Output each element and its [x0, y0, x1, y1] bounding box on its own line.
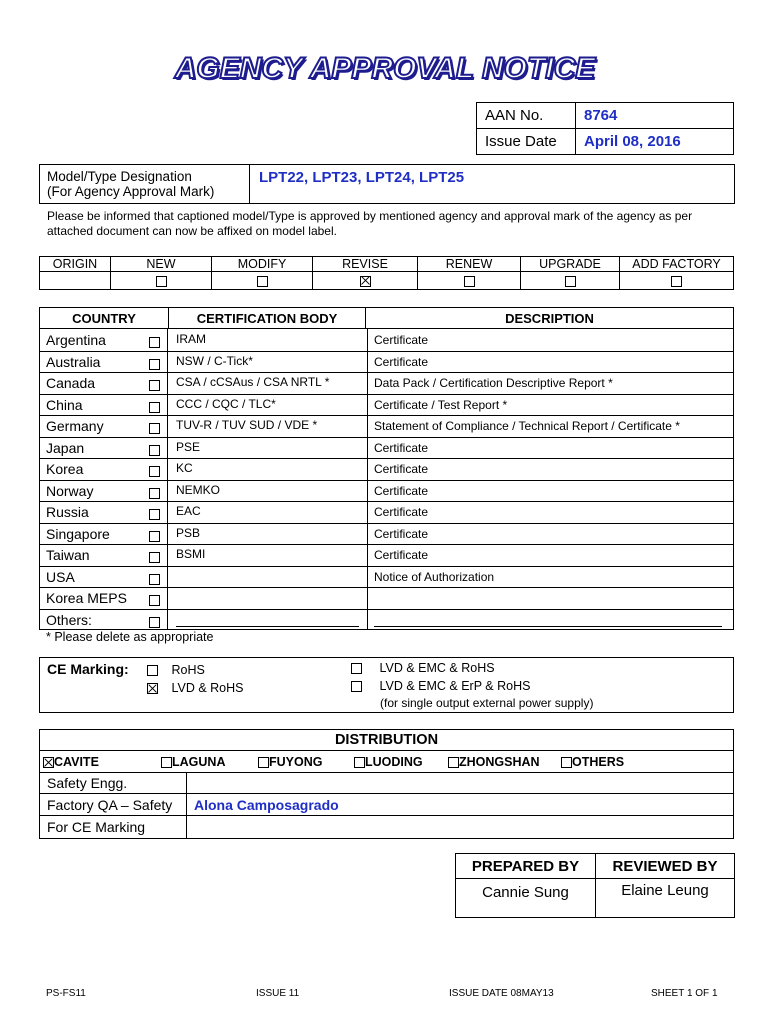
country-name: Canada — [46, 375, 96, 391]
country-name: Russia — [46, 504, 89, 520]
table-row — [39, 394, 734, 416]
country-checkbox[interactable] — [149, 423, 160, 434]
checkbox-add-factory[interactable] — [671, 276, 682, 287]
model-value: LPT22, LPT23, LPT24, LPT25 — [259, 169, 465, 186]
country-checkbox[interactable] — [149, 402, 160, 413]
country-checkbox[interactable] — [149, 445, 160, 456]
status-table — [39, 256, 734, 290]
ce-lvd-emc-rohs-label: LVD & EMC & RoHS — [379, 661, 495, 675]
table-row — [39, 480, 734, 502]
status-col-renew: RENEW — [418, 257, 521, 272]
dist-row-safety-label: Safety Engg. — [47, 775, 128, 791]
site-others-checkbox[interactable] — [561, 757, 572, 768]
site-zhongshan-label: ZHONGSHAN — [459, 755, 540, 769]
reviewed-by-name: Elaine Leung — [596, 879, 735, 918]
certification-description: Certificate — [374, 526, 429, 541]
certification-body: PSB — [176, 525, 201, 540]
country-name: Argentina — [46, 332, 106, 348]
site-luoding-label: LUODING — [365, 755, 423, 769]
country-name: Norway — [46, 482, 94, 499]
checkbox-renew[interactable] — [464, 276, 475, 287]
status-col-upgrade: UPGRADE — [521, 257, 620, 272]
ce-lvd-emc-rohs-checkbox[interactable] — [351, 663, 362, 674]
country-checkbox[interactable] — [149, 337, 160, 348]
table-row — [39, 458, 734, 480]
country-name: Korea MEPS — [46, 590, 127, 606]
aan-no-label: AAN No. — [477, 103, 576, 129]
country-name: China — [46, 396, 83, 413]
signoff-table — [455, 853, 735, 918]
model-label-1: Model/Type Designation — [47, 169, 192, 184]
footer-issue-date: ISSUE DATE 08MAY13 — [449, 988, 554, 999]
certification-description: Certificate — [374, 440, 429, 455]
certification-description: Data Pack / Certification Descriptive Report * — [374, 376, 613, 390]
footer-form-number: PS-FS11 — [46, 988, 86, 999]
table-row — [39, 415, 734, 437]
country-name: Australia — [46, 353, 101, 370]
certification-body: EAC — [176, 504, 201, 518]
country-name: Singapore — [46, 525, 110, 542]
country-checkbox[interactable] — [149, 380, 160, 391]
site-laguna-checkbox[interactable] — [161, 757, 172, 768]
country-checkbox[interactable] — [149, 531, 160, 542]
checkbox-upgrade[interactable] — [565, 276, 576, 287]
certification-description: Certificate — [374, 354, 429, 369]
country-name: USA — [46, 568, 75, 585]
header-certification-body: CERTIFICATION BODY — [169, 308, 366, 329]
country-name: Germany — [46, 418, 104, 434]
document-title — [0, 52, 770, 86]
site-luoding-checkbox[interactable] — [354, 757, 365, 768]
issue-date-label: Issue Date — [477, 129, 576, 155]
header-country: COUNTRY — [40, 308, 169, 329]
country-checkbox[interactable] — [149, 466, 160, 477]
ce-rohs-label: RoHS — [171, 663, 205, 677]
document-title-text: AGENCY APPROVAL NOTICE — [174, 52, 596, 85]
status-col-add-factory: ADD FACTORY — [620, 257, 734, 272]
certification-body: IRAM — [176, 332, 206, 346]
footnote: * Please delete as appropriate — [46, 630, 214, 644]
country-checkbox[interactable] — [149, 574, 160, 585]
ce-lvd-rohs-label: LVD & RoHS — [171, 681, 244, 695]
dist-row-ce-label: For CE Marking — [47, 819, 146, 835]
status-col-new: NEW — [111, 257, 212, 272]
country-name: Others: — [46, 611, 92, 628]
certification-body: NSW / C-Tick* — [176, 353, 253, 368]
table-row — [39, 566, 734, 588]
notice-text: Please be informed that captioned model/Type is approved by mentioned agency and approval mark of the agency as per attached document can now be affixed on model label. — [47, 209, 693, 238]
ce-marking-label: CE Marking: — [47, 661, 129, 677]
ce-note: (for single output external power supply) — [380, 696, 594, 710]
table-row — [39, 523, 734, 545]
certification-body: PSE — [176, 439, 201, 454]
certification-body: CSA / cCSAus / CSA NRTL * — [176, 375, 330, 389]
site-zhongshan-checkbox[interactable] — [448, 757, 459, 768]
country-checkbox[interactable] — [149, 617, 160, 628]
table-row — [39, 544, 734, 566]
issue-date-value: April 08, 2016 — [576, 129, 734, 155]
checkbox-modify[interactable] — [257, 276, 268, 287]
dist-row-factory-qa-value: Alona Camposagrado — [194, 797, 339, 813]
country-name: Taiwan — [46, 547, 90, 563]
prepared-by-name: Cannie Sung — [456, 879, 596, 918]
site-cavite-label: CAVITE — [54, 755, 99, 769]
aan-box — [476, 102, 734, 155]
checkbox-revise[interactable] — [360, 276, 371, 287]
table-row — [39, 372, 734, 394]
ce-marking-box — [39, 657, 734, 713]
country-checkbox[interactable] — [149, 488, 160, 499]
table-row — [39, 587, 734, 609]
ce-lvd-rohs-checkbox[interactable] — [147, 683, 158, 694]
others-description-blank-line[interactable] — [374, 626, 722, 627]
table-row — [39, 329, 734, 351]
certification-body: KC — [176, 461, 193, 475]
certification-body: BSMI — [176, 547, 206, 561]
distribution-box — [39, 729, 734, 839]
table-row — [39, 501, 734, 523]
country-name: Japan — [46, 439, 85, 456]
ce-lvd-emc-erp-rohs-checkbox[interactable] — [351, 681, 362, 692]
prepared-by-label: PREPARED BY — [456, 854, 596, 879]
distribution-rows — [39, 772, 734, 839]
aan-no-value: 8764 — [576, 103, 734, 129]
country-checkbox[interactable] — [149, 509, 160, 520]
certification-body: TUV-R / TUV SUD / VDE * — [176, 418, 318, 432]
certification-description: Certificate — [374, 505, 429, 519]
certification-description: Certificate — [374, 548, 429, 562]
site-fuyong-checkbox[interactable] — [258, 757, 269, 768]
footer-issue: ISSUE 11 — [256, 988, 300, 999]
country-checkbox[interactable] — [149, 552, 160, 563]
status-col-revise: REVISE — [313, 257, 418, 272]
ce-lvd-emc-erp-rohs-label: LVD & EMC & ErP & RoHS — [379, 679, 531, 693]
certification-description: Certificate — [374, 333, 429, 347]
site-fuyong-label: FUYONG — [269, 755, 323, 769]
country-checkbox[interactable] — [149, 359, 160, 370]
site-others-label: OTHERS — [572, 755, 625, 769]
certification-description: Certificate — [374, 483, 429, 498]
site-laguna-label: LAGUNA — [172, 755, 226, 769]
certification-description: Certificate — [374, 462, 429, 476]
country-checkbox[interactable] — [149, 595, 160, 606]
model-box — [39, 164, 735, 204]
certification-body: CCC / CQC / TLC* — [176, 396, 276, 411]
certification-table — [39, 307, 734, 329]
certification-body: NEMKO — [176, 482, 221, 497]
model-label-2: (For Agency Approval Mark) — [47, 184, 215, 199]
certification-description: Notice of Authorization — [374, 569, 495, 584]
dist-row-factory-qa-label: Factory QA – Safety — [47, 797, 173, 813]
others-body-blank-line[interactable] — [176, 626, 359, 627]
table-row — [39, 609, 734, 631]
footer-sheet: SHEET 1 OF 1 — [651, 988, 718, 999]
distribution-sites — [39, 750, 734, 773]
certification-description: Certificate / Test Report * — [374, 397, 508, 412]
table-row — [39, 351, 734, 373]
status-col-modify: MODIFY — [212, 257, 313, 272]
reviewed-by-label: REVIEWED BY — [596, 854, 735, 879]
origin-label: ORIGIN — [40, 257, 111, 272]
country-name: Korea — [46, 461, 84, 477]
site-cavite-checkbox[interactable] — [43, 757, 54, 768]
distribution-title: DISTRIBUTION — [39, 729, 734, 751]
checkbox-new[interactable] — [156, 276, 167, 287]
ce-rohs-checkbox[interactable] — [147, 665, 158, 676]
certification-description: Statement of Compliance / Technical Report / Certificate * — [374, 419, 680, 433]
table-row — [39, 437, 734, 459]
header-description: DESCRIPTION — [366, 308, 734, 329]
